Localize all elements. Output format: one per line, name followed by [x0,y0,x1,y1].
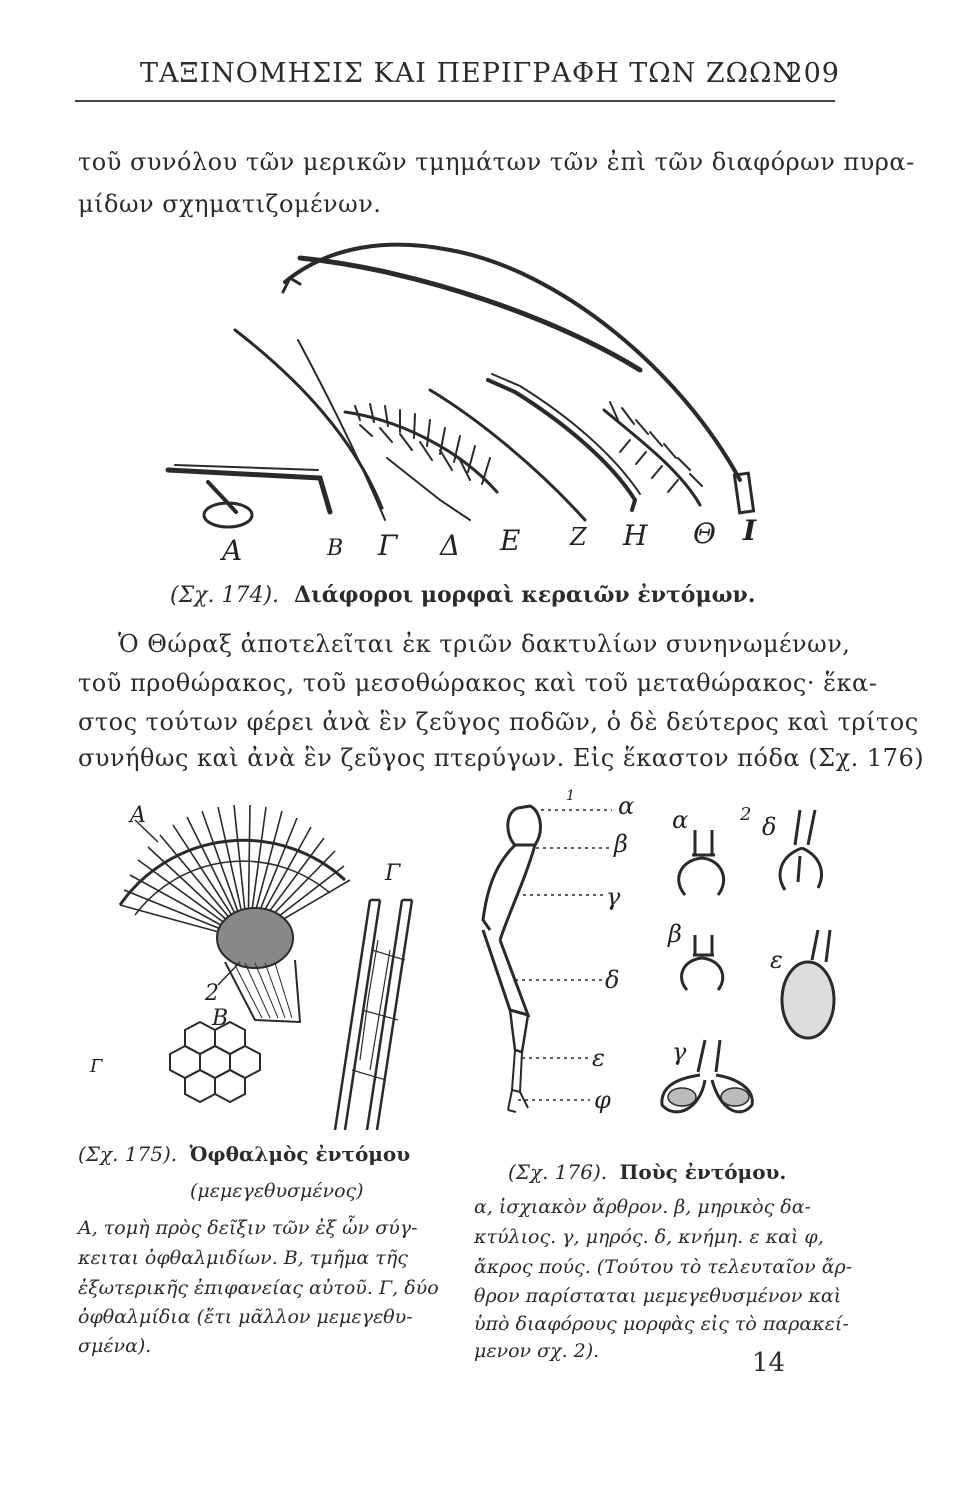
fig176-foot-epsilon: ε [770,946,783,974]
body-line-2: τοῦ προθώρακος, τοῦ μεσοθώρακος καὶ τοῦ μεταθώρακος· ἕκα- [78,669,878,697]
fig174-label-E: E [500,524,521,557]
fig175-caption-sub: (μεμεγεθυσμένος) [190,1180,364,1202]
fig175-label-B: B [212,1006,229,1031]
body-line-1: Ὁ Θώραξ ἀποτελεῖται ἐκ τριῶν δακτυλίων συνηνωμένων, [118,630,851,658]
fig176-label-phi: φ [594,1086,611,1114]
fig176-caption-line-5: ὑπὸ διαφόρους μορφὰς εἰς τὸ παρακεί- [474,1313,849,1335]
fig174-label-H: H [623,519,648,552]
fig176-label-alpha: α [618,792,635,820]
fig175-label-A: A [130,803,146,828]
body-line-4: συνήθως καὶ ἀνὰ ἓν ζεῦγος πτερύγων. Εἰς ἕκαστον πόδα (Σχ. 176) [78,744,925,772]
fig175-label-G-side: Γ [90,1056,103,1077]
fig174-label-Th: Θ [693,517,716,550]
fig174-caption-ref: (Σχ. 174). [170,583,280,608]
fig176-label-1: 1 [566,788,575,804]
fig176-label-epsilon: ε [592,1044,605,1072]
intro-line-1: τοῦ συνόλου τῶν μερικῶν τμημάτων τῶν ἐπὶ τῶν διαφόρων πυρα- [78,148,915,176]
fig176-label-beta: β [614,830,628,858]
fig175-caption-head [78,1142,410,1166]
fig175-caption-line-3: ἐξωτερικῆς ἐπιφανείας αὐτοῦ. Γ, δύο [78,1277,439,1299]
fig175-caption-ref: (Σχ. 175). [78,1142,178,1166]
fig176-caption-line-2: κτύλιος. γ, μηρός. δ, κνήμη. ε καὶ φ, [474,1226,824,1248]
fig176-foot-alpha: α [672,806,689,834]
fig174-label-A: A [222,534,243,567]
fig176-foot-2: 2 [740,804,752,825]
body-line-3: στος τούτων φέρει ἀνὰ ἓν ζεῦγος ποδῶν, ὁ δὲ δεύτερος καὶ τρίτος [78,708,919,736]
fig176-caption-line-6: μενον σχ. 2). [474,1340,600,1362]
signature-mark: 14 [752,1348,786,1378]
page-number: 209 [785,58,840,89]
fig174-label-B: B [327,536,344,561]
fig174-label-D: Δ [440,529,461,562]
fig176-caption-head [508,1160,786,1184]
fig176-caption-line-4: θρον παρίσταται μεμεγεθυσμένον καὶ [474,1285,842,1307]
fig175-caption-line-4: ὀφθαλμίδια (ἔτι μᾶλλον μεμεγεθυ- [78,1306,413,1328]
fig175-caption-line-5: σμένα). [78,1335,152,1357]
fig175-label-G-top: Γ [385,861,401,886]
fig176-label-gamma: γ [606,883,621,911]
fig176-foot-beta: β [668,920,682,948]
fig175-caption-title: Ὀφθαλμὸς ἐντόμου [189,1142,411,1166]
fig174-label-Z: Z [570,523,587,551]
fig176-foot-delta: δ [762,813,777,841]
fig176-caption-line-1: α, ἰσχιακὸν ἄρθρον. β, μηρικὸς δα- [474,1196,811,1218]
fig175-caption-line-2: κειται ὀφθαλμιδίων. B, τμῆμα τῆς [78,1247,408,1269]
intro-line-2: μίδων σχηματιζομένων. [78,190,382,218]
fig176-caption-ref: (Σχ. 176). [508,1160,608,1184]
fig174-label-G: Γ [378,529,398,562]
fig176-caption-title: Ποὺς ἐντόμου. [619,1160,787,1184]
fig175-label-2: 2 [205,981,219,1006]
fig174-label-I: I [743,514,757,547]
fig174-caption-text: Διάφοροι μορφαὶ κεραιῶν ἐντόμων. [294,582,756,608]
fig176-foot-gamma: γ [672,1038,687,1066]
fig176-caption-line-3: ἄκρος πούς. (Τούτου τὸ τελευταῖον ἄρ- [474,1256,853,1278]
fig175-caption-line-1: A, τομὴ πρὸς δεῖξιν τῶν ἐξ ὧν σύγ- [78,1217,418,1239]
fig176-label-delta: δ [605,966,620,994]
header-title: ΤΑΞΙΝΟΜΗΣΙΣ ΚΑΙ ΠΕΡΙΓΡΑΦΗ ΤΩΝ ΖΩΩΝ [140,58,797,89]
